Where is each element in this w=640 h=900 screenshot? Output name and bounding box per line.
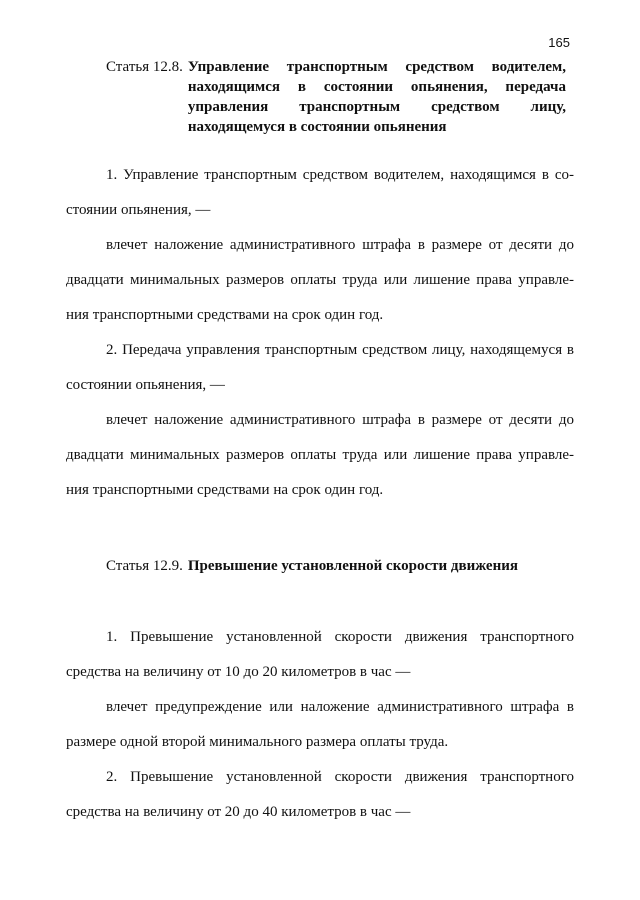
article-title: Управление транспортным средством водителем, находящимся в состоянии опьянения, передача управления транспортным средством лицу, находящемуся в состоянии опьянения (187, 59, 566, 135)
paragraph-sanction: влечет наложение административного штрафа в размере от десяти до двадцати минимальных размеров оплаты труда или лишение права управле-ния транспортными средствами на срок один год. (66, 412, 574, 498)
article-number: Статья 12.8. (106, 59, 183, 75)
paragraph-sanction: влечет наложение административного штрафа в размере от десяти до двадцати минимальных размеров оплаты труда или лишение права управле-ния транспортными средствами на срок один год. (66, 237, 574, 323)
paragraph-part-1: 1. Превышение установленной скорости движения транспортного средства на величину от 10 до 20 километров в час — (66, 629, 574, 680)
article-heading-12-9 (106, 556, 566, 576)
paragraph-part-1: 1. Управление транспортным средством водителем, находящимся в со-стоянии опьянения, — (66, 167, 574, 218)
article-heading-12-8 (106, 57, 566, 137)
paragraph-part-2: 2. Превышение установленной скорости движения транспортного средства на величину от 20 до 40 километров в час — (66, 769, 574, 820)
paragraph-part-2: 2. Передача управления транспортным средством лицу, находящемуся в состоянии опьянения, — (66, 342, 574, 393)
article-number: Статья 12.9. (106, 558, 183, 574)
page-number: 165 (548, 35, 570, 50)
paragraph-sanction: влечет предупреждение или наложение административного штрафа в размере одной второй минимального размера оплаты труда. (66, 699, 574, 750)
article-title: Превышение установленной скорости движения (187, 558, 518, 574)
